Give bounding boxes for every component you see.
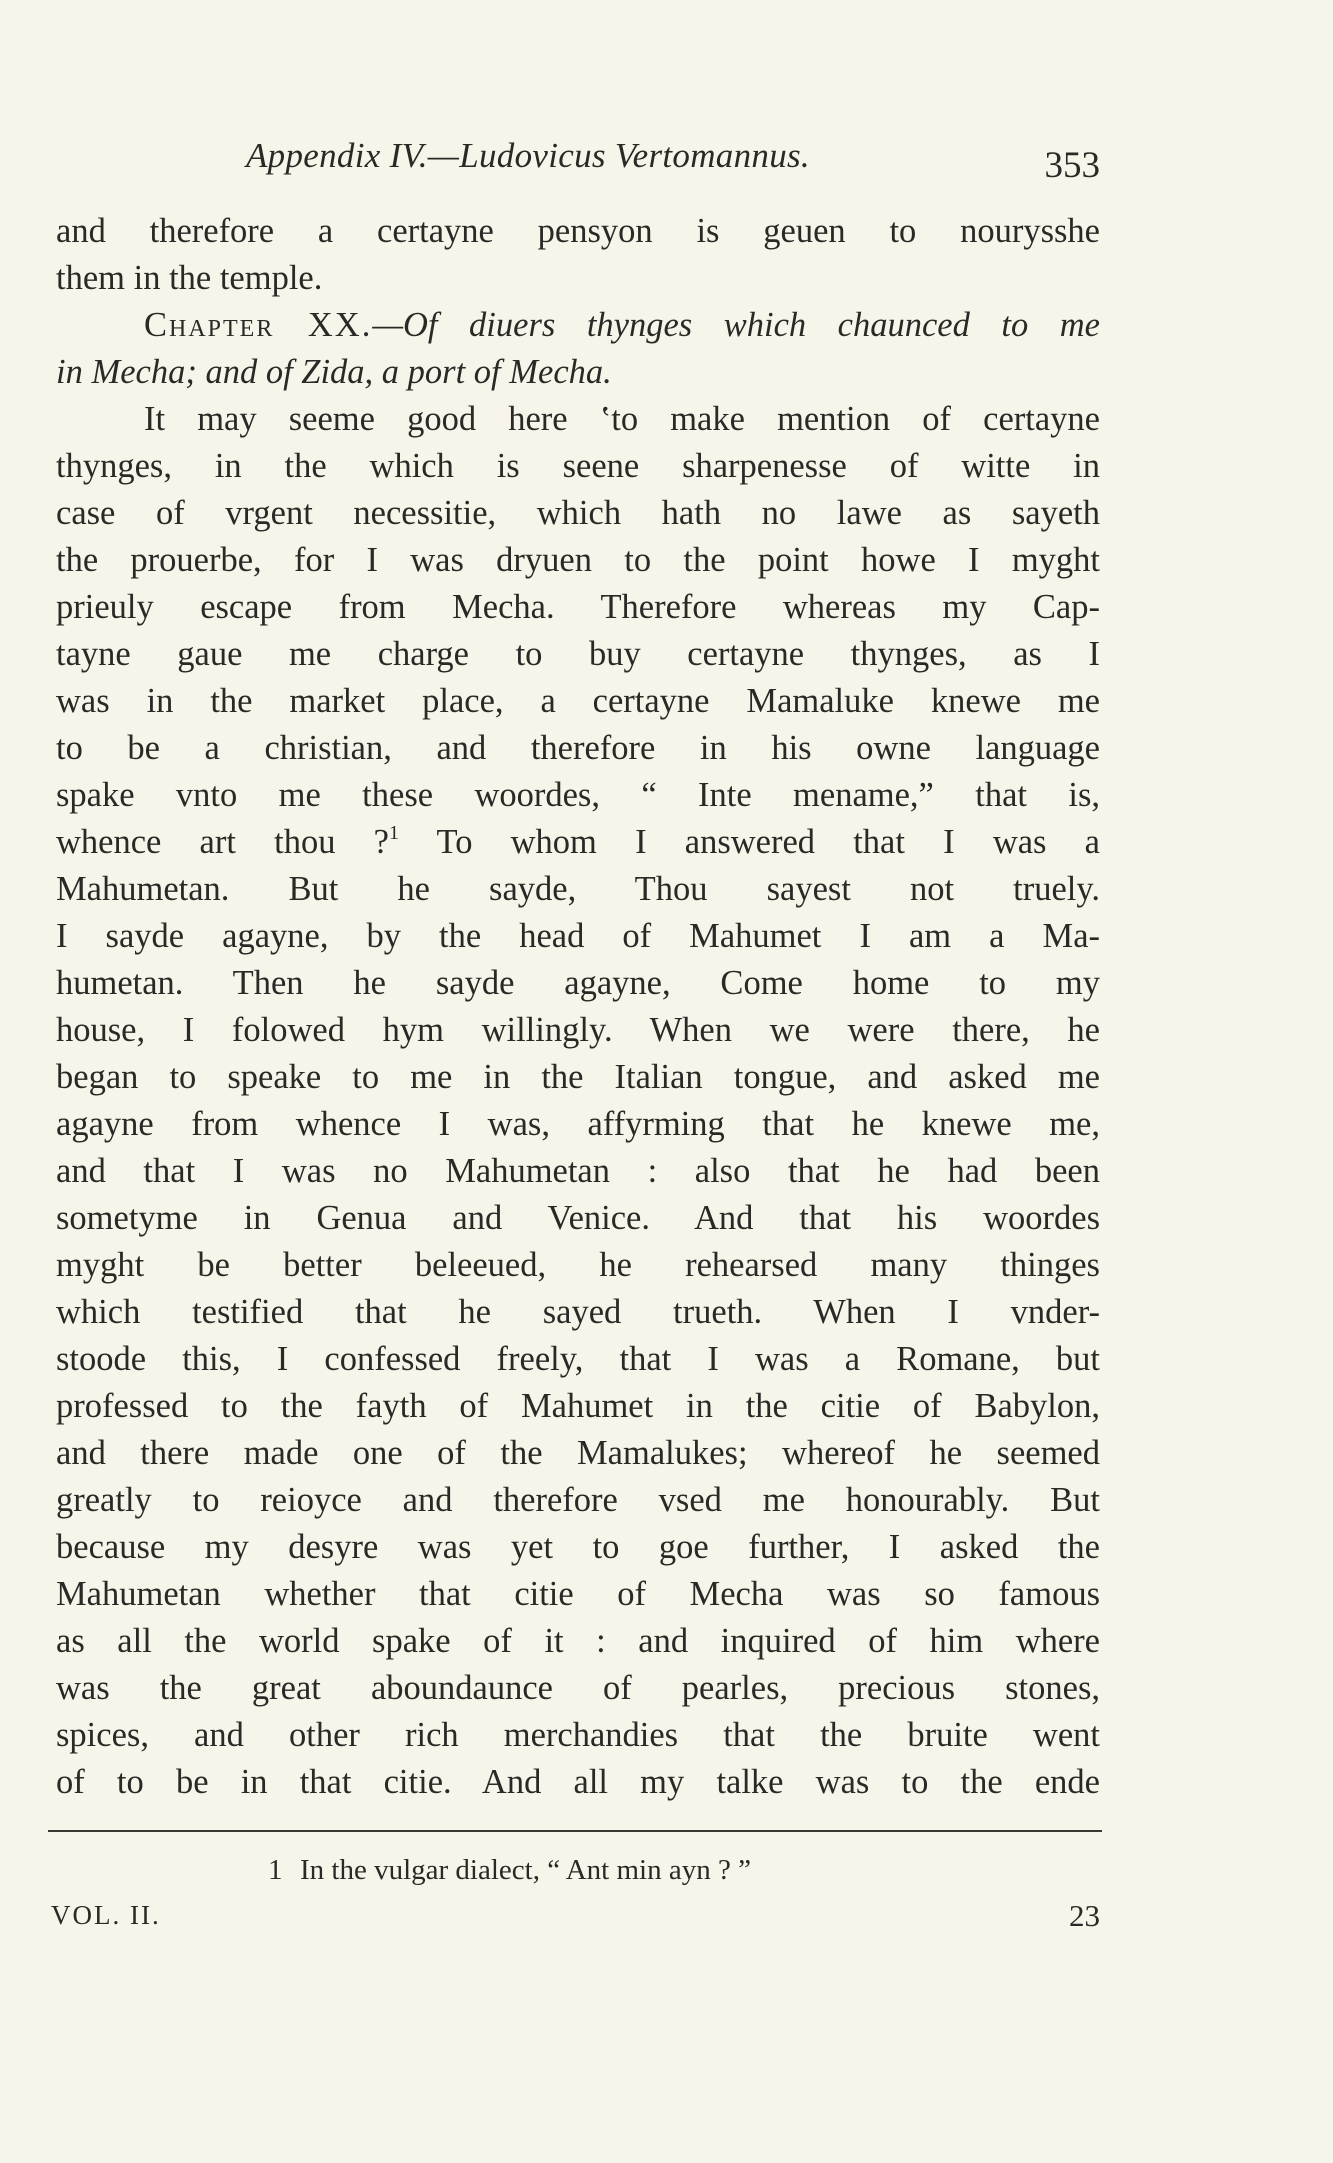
text-line: myght be better beleeued, he rehearsed many thinges xyxy=(56,1246,1100,1284)
text-line: and there made one of the Mamalukes; whereof he seemed xyxy=(56,1434,1100,1472)
text-line: them in the temple. xyxy=(56,259,323,297)
text-line: began to speake to me in the Italian tongue, and asked me xyxy=(56,1058,1100,1096)
page-number: 353 xyxy=(1044,145,1100,186)
text-line: Mahumetan whether that citie of Mecha was so famous xyxy=(56,1575,1100,1613)
text-line: I sayde agayne, by the head of Mahumet I am a Ma- xyxy=(56,917,1100,955)
running-head xyxy=(56,130,1100,186)
chapter-label: Chapter XX. xyxy=(144,306,373,344)
text-line: of to be in that citie. And all my talke was to the ende xyxy=(56,1763,1100,1801)
text-line: was the great aboundaunce of pearles, precious stones, xyxy=(56,1669,1100,1707)
footnote-marker: 1 xyxy=(388,822,399,844)
text-fragment: To whom I answered that I was a xyxy=(398,823,1100,861)
text-line: which testified that he sayed trueth. When I vnder- xyxy=(56,1293,1100,1331)
text-line: case of vrgent necessitie, which hath no lawe as sayeth xyxy=(56,494,1100,532)
chapter-title: in Mecha; and of Zida, a port of Mecha. xyxy=(56,353,612,391)
book-page xyxy=(51,0,1100,2163)
text-line: thynges, in the which is seene sharpenesse of witte in xyxy=(56,447,1100,485)
text-line: to be a christian, and therefore in his owne language xyxy=(56,729,1100,767)
text-line: professed to the fayth of Mahumet in the citie of Babylon, xyxy=(56,1387,1100,1425)
text-line: and that I was no Mahumetan : also that he had been xyxy=(56,1152,1100,1190)
text-line: spake vnto me these woordes, “ Inte mename,” that is, xyxy=(56,776,1100,814)
volume-signature: VOL. II. xyxy=(51,1900,161,1930)
text-line: and therefore a certayne pensyon is geuen to nourysshe xyxy=(56,212,1100,250)
running-title: Appendix IV.—Ludovicus Vertomannus. xyxy=(246,136,810,175)
footnote-text: In the vulgar dialect, “ Ant min ayn ? ” xyxy=(300,1854,751,1886)
text-line: was in the market place, a certayne Mamaluke knewe me xyxy=(56,682,1100,720)
text-line: because my desyre was yet to goe further, I asked the xyxy=(56,1528,1100,1566)
body-text xyxy=(56,208,1100,1806)
text-line: house, I folowed hym willingly. When we were there, he xyxy=(56,1011,1100,1049)
text-line: stoode this, I confessed freely, that I was a Romane, but xyxy=(56,1340,1100,1378)
footnote xyxy=(268,1854,751,1887)
text-line: humetan. Then he sayde agayne, Come home to my xyxy=(56,964,1100,1002)
text-fragment: whence art thou ? xyxy=(56,823,389,861)
text-line: spices, and other rich merchandies that the bruite went xyxy=(56,1716,1100,1754)
text-line: It may seeme good here ‛to make mention of certayne xyxy=(144,400,1100,438)
footnote-number: 1 xyxy=(268,1854,283,1886)
text-line: prieuly escape from Mecha. Therefore whereas my Cap- xyxy=(56,588,1100,626)
text-line: tayne gaue me charge to buy certayne thynges, as I xyxy=(56,635,1100,673)
text-line xyxy=(56,819,1100,866)
text-line: the prouerbe, for I was dryuen to the point howe I myght xyxy=(56,541,1100,579)
text-line: Mahumetan. But he sayde, Thou sayest not truely. xyxy=(56,870,1100,908)
text-line: sometyme in Genua and Venice. And that his woordes xyxy=(56,1199,1100,1237)
chapter-heading xyxy=(56,302,1100,349)
text-line: greatly to reioyce and therefore vsed me honourably. But xyxy=(56,1481,1100,1519)
gathering-mark: 23 xyxy=(1069,1898,1100,1933)
footnote-rule xyxy=(48,1830,1102,1832)
chapter-title: —Of diuers thynges which chaunced to me xyxy=(372,306,1100,344)
text-line: agayne from whence I was, affyrming that he knewe me, xyxy=(56,1105,1100,1143)
text-line: as all the world spake of it : and inquired of him where xyxy=(56,1622,1100,1660)
